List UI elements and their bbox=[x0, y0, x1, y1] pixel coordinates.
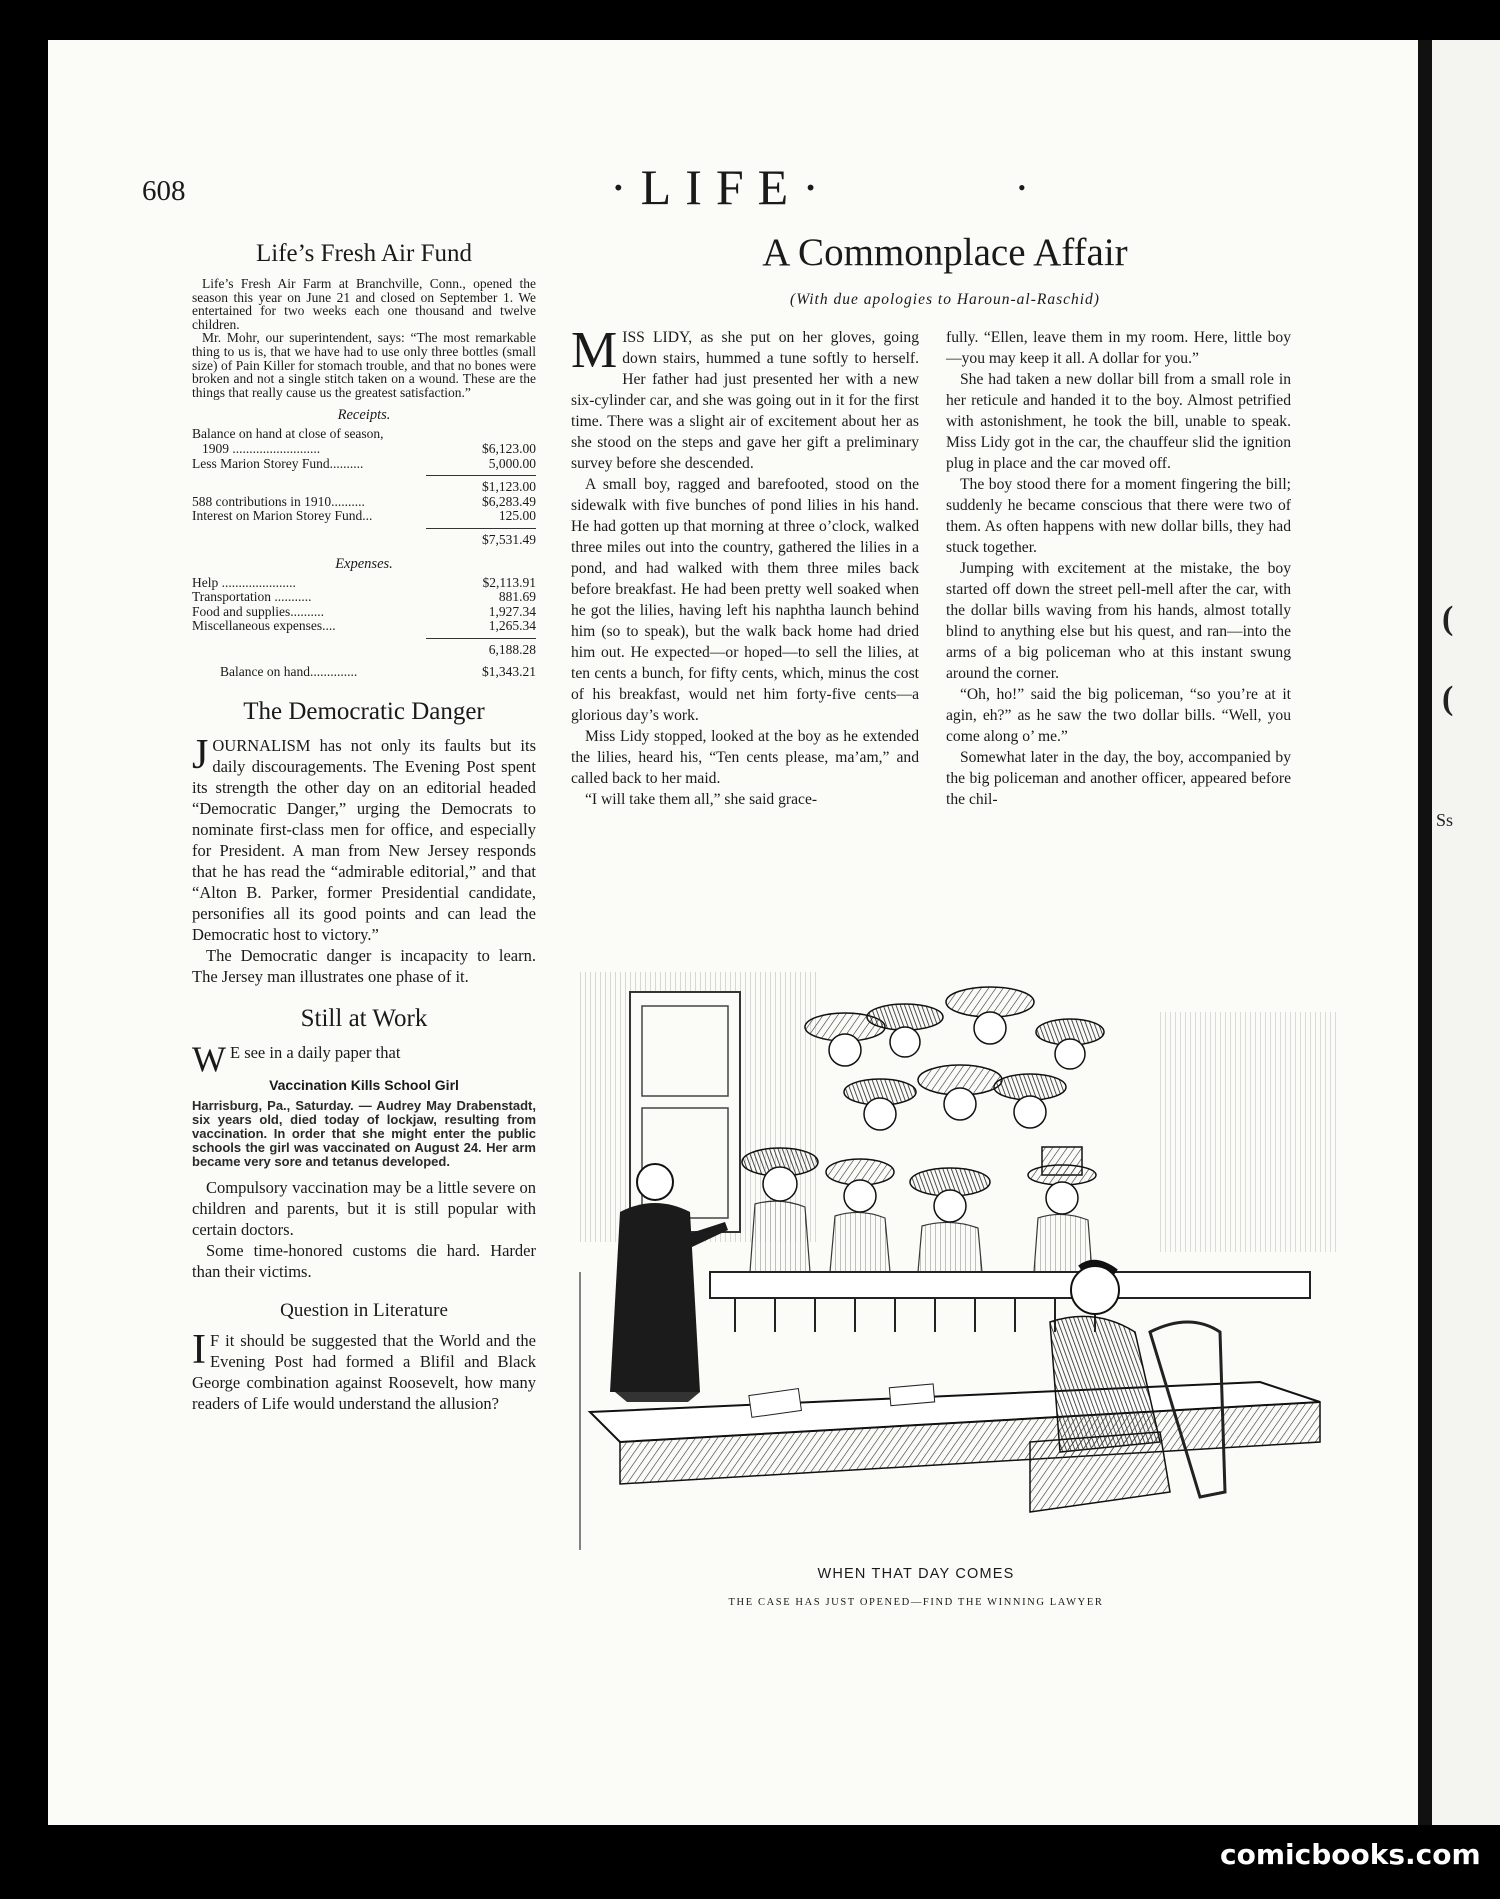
drop-cap: M bbox=[571, 322, 618, 379]
ledger-label: Food and supplies.......... bbox=[192, 603, 325, 619]
ledger-label: Less Marion Storey Fund.......... bbox=[192, 455, 364, 471]
still-at-work-lead: E see in a daily paper that bbox=[229, 1043, 401, 1063]
fresh-air-p1: Life’s Fresh Air Farm at Branchville, Conn., opened the season this year on June 21 and closed on September 1. We entertained for two weeks each one thousand and twelve children. bbox=[192, 276, 536, 332]
question-title: Question in Literature bbox=[280, 1300, 448, 1322]
illustration-caption: WHEN THAT DAY COMES bbox=[817, 1566, 1015, 1582]
ledger-amount: 1,265.34 bbox=[488, 618, 536, 634]
story-paragraph: ISS LIDY, as she put on her gloves, going down stairs, hummed a tune softly to herself. Her father had just presented her with a new six-cylinder car, and she was going out in it for the first time. There was a slight air of excitement about her as she stood on the steps and gave her gift a preliminary survey before she descended. bbox=[571, 329, 919, 472]
ledger-amount: $2,113.91 bbox=[482, 574, 536, 590]
ledger-row bbox=[192, 533, 536, 548]
story-subtitle: (With due apologies to Haroun-al-Raschid) bbox=[790, 291, 1100, 308]
story-paragraph: Somewhat later in the day, the boy, accompanied by the big policeman and another officer, appeared before the chil- bbox=[946, 749, 1291, 808]
ledger-amount: $6,123.00 bbox=[482, 440, 536, 456]
adjacent-fragment: Ss bbox=[1436, 810, 1454, 830]
ledger-amount: 5,000.00 bbox=[488, 455, 536, 471]
story-paragraph: “I will take them all,” she said grace- bbox=[585, 791, 818, 808]
question-p1: F it should be suggested that the World and the Evening Post had formed a Blifil and Black George combination against Roosevelt, how many readers of Life would understand the allusion? bbox=[192, 1331, 536, 1414]
ledger-row bbox=[192, 427, 536, 442]
balance-row bbox=[192, 665, 536, 680]
drop-cap: W bbox=[192, 1039, 226, 1080]
illustration-subcaption: THE CASE HAS JUST OPENED—FIND THE WINNING LAWYER bbox=[728, 1597, 1104, 1608]
still-at-work-p2: Some time-honored customs die hard. Harder than their victims. bbox=[192, 1241, 536, 1282]
story-paragraph: Miss Lidy stopped, looked at the boy as he extended the lilies, heard his, “Ten cents please, ma’am,” and called back to her maid. bbox=[571, 728, 919, 787]
still-at-work-p1: Compulsory vaccination may be a little severe on children and parents, but it is still popular with certain doctors. bbox=[192, 1178, 536, 1240]
ledger-row bbox=[192, 643, 536, 658]
magazine-title: ·LIFE· bbox=[610, 159, 833, 215]
ledger-amount: 881.69 bbox=[498, 589, 536, 605]
news-excerpt: Harrisburg, Pa., Saturday. — Audrey May Drabenstadt, six years old, died today of lockjaw, resulting from vaccination. In order that she might enter the public schools the girl was vaccinated on August 24. Her arm became very sore and tetanus developed. bbox=[192, 1098, 536, 1170]
balance-amount: $1,343.21 bbox=[482, 664, 536, 680]
democratic-p1: OURNALISM has not only its faults but its daily discouragements. The Evening Post spent its strength the other day on an editorial headed “Democratic Danger,” urging the Democrats to nominate first-class men for office, and especially for President. A man from New Jersey responds that he has read the “admirable editorial,” and that “Alton B. Parker, former Presidential candidate, personifies all its good points and can lead the Democratic host to victory.” bbox=[192, 736, 536, 945]
receipts-label: Receipts. bbox=[337, 407, 391, 424]
ledger-label: Miscellaneous expenses.... bbox=[192, 618, 336, 634]
adjacent-fragment: ( bbox=[1442, 600, 1454, 637]
fresh-air-p2: Mr. Mohr, our superintendent, says: “The most remarkable thing to us is, that we have had to use only three bottles (small size) of Pain Killer for stomach trouble, and that no bones were broken and not a single stitch taken on a wound. These are the things that really cause us the greatest satisfaction.” bbox=[192, 330, 536, 400]
ledger-rule bbox=[426, 638, 536, 639]
story-paragraph: A small boy, ragged and barefooted, stood on the sidewalk with five bunches of pond lilies in his hand. He had gotten up that morning at three o’clock, walked three miles out into the country, gathered the lilies in a pond, and had walked with them three miles back before breakfast. He had been pretty well soaked when he got the lilies, having left his naphtha launch behind him (so to speak), but the walk back home had dried him out. He expected—or hoped—to sell the lilies, at ten cents a bunch, for fifty cents, which, minus the cost of his breakfast, would net him forty-five cents—a glorious day’s work. bbox=[571, 476, 919, 724]
story-column-2 bbox=[946, 327, 1291, 810]
ledger-amount: 125.00 bbox=[498, 508, 536, 524]
ledger-rule bbox=[426, 528, 536, 529]
drop-cap: J bbox=[192, 732, 209, 779]
expenses-label: Expenses. bbox=[335, 555, 393, 572]
ledger-row bbox=[192, 495, 536, 510]
drop-cap: I bbox=[192, 1327, 206, 1374]
ledger-row bbox=[192, 457, 536, 472]
adjacent-fragment: ( bbox=[1442, 680, 1454, 717]
story-paragraph: Jumping with excitement at the mistake, the boy started off down the street pell-mell after the car, with the dollar bills waving from his hands, almost totally blind to anything else but his quest, and ran—into the arms of a big policeman who at this instant swung around the corner. bbox=[946, 560, 1291, 682]
courtroom-illustration bbox=[560, 972, 1340, 1550]
ledger-label: 588 contributions in 1910.......... bbox=[192, 493, 365, 509]
ledger-label: Transportation ........... bbox=[192, 589, 312, 605]
ledger-amount: 1,927.34 bbox=[488, 603, 536, 619]
ledger-amount: $6,283.49 bbox=[482, 493, 536, 509]
ledger-amount: 6,188.28 bbox=[488, 641, 536, 657]
story-paragraph: The boy stood there for a moment fingering the bill; suddenly he became conscious that there were two of them. As often happens with new dollar bills, they had stuck together. bbox=[946, 476, 1291, 556]
ledger-amount: $7,531.49 bbox=[482, 531, 536, 547]
left-column bbox=[192, 232, 536, 1414]
still-at-work-title: Still at Work bbox=[300, 1005, 428, 1033]
page-gutter bbox=[1418, 40, 1432, 1825]
balance-label: Balance on hand.............. bbox=[220, 664, 358, 680]
ledger-row bbox=[192, 619, 536, 634]
page-number: 608 bbox=[142, 175, 186, 207]
democratic-p2: The Democratic danger is incapacity to learn. The Jersey man illustrates one phase of it. bbox=[192, 946, 536, 987]
adjacent-page-edge bbox=[1432, 40, 1500, 1825]
story-column-1 bbox=[571, 322, 919, 810]
news-headline: Vaccination Kills School Girl bbox=[269, 1077, 459, 1094]
receipts-ledger bbox=[192, 427, 536, 547]
fresh-air-title: Life’s Fresh Air Fund bbox=[256, 240, 472, 267]
story-title: A Commonplace Affair bbox=[762, 231, 1128, 274]
ledger-row bbox=[192, 605, 536, 620]
ledger-rule bbox=[426, 475, 536, 476]
ledger-amount: $1,123.00 bbox=[482, 479, 536, 495]
democratic-title: The Democratic Danger bbox=[243, 698, 485, 726]
ledger-label: Interest on Marion Storey Fund... bbox=[192, 508, 373, 524]
expenses-ledger bbox=[192, 576, 536, 658]
ledger-row bbox=[192, 480, 536, 495]
ledger-row bbox=[192, 509, 536, 524]
header-dot: • bbox=[1018, 175, 1026, 200]
ledger-row bbox=[192, 590, 536, 605]
story-paragraph: fully. “Ellen, leave them in my room. Here, little boy—you may keep it all. A dollar for you.” bbox=[946, 329, 1291, 367]
ledger-label: Balance on hand at close of season, bbox=[192, 426, 384, 442]
ledger-label: 1909 .......................... bbox=[202, 440, 321, 456]
story-paragraph: She had taken a new dollar bill from a small role in her reticule and handed it to the boy. Almost petrified with astonishment, he took the bill, unable to speak. Miss Lidy got in the car, the chauffeur slid the ignition plug in place and the car moved off. bbox=[946, 371, 1291, 472]
watermark: comicbooks.com bbox=[1220, 1838, 1481, 1871]
story-paragraph: “Oh, ho!” said the big policeman, “so you’re at it agin, eh?” as he saw the two dollar bills. “Well, you come along o’ me.” bbox=[946, 686, 1291, 745]
ledger-label: Help ...................... bbox=[192, 574, 296, 590]
ledger-row bbox=[192, 576, 536, 591]
ledger-row bbox=[192, 442, 536, 457]
